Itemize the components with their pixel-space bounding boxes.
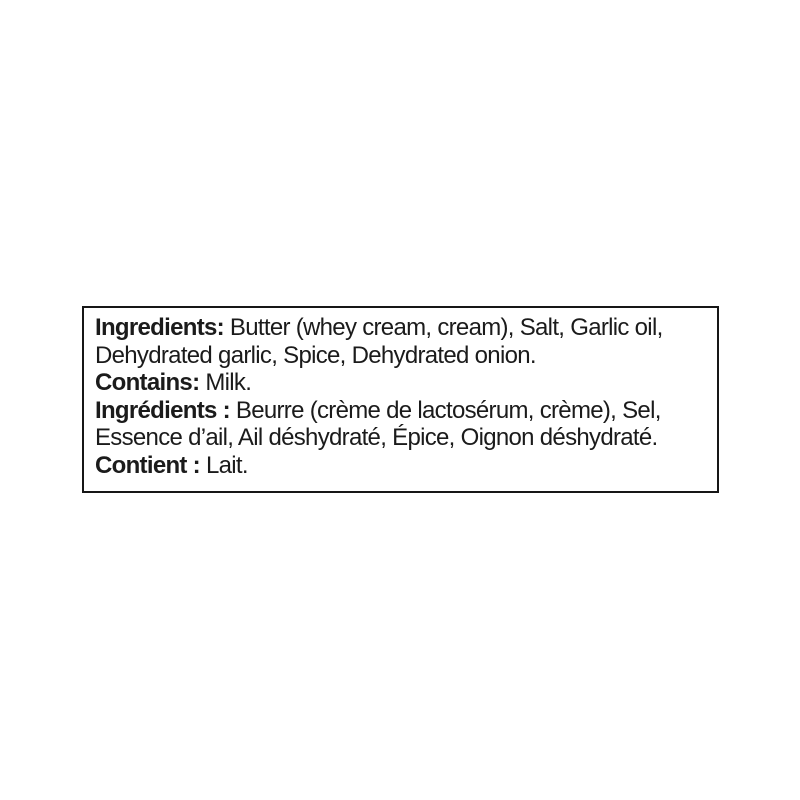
ingredients-en-line2-text: Dehydrated garlic, Spice, Dehydrated onion. <box>95 341 536 369</box>
ingredients-fr-line2 <box>95 424 706 452</box>
contains-en-line <box>95 369 706 397</box>
ingredients-fr-line1-text: Beurre (crème de lactosérum, crème), Sel, <box>229 396 661 424</box>
contains-en-heading: Contains: <box>95 369 200 397</box>
ingredients-fr-line1 <box>95 397 706 425</box>
ingredients-en-line2 <box>95 342 706 370</box>
contains-fr-text: Lait. <box>199 451 248 479</box>
ingredients-fr-heading: Ingrédients : <box>95 396 230 424</box>
ingredients-label-box <box>82 306 719 493</box>
contains-fr-heading: Contient : <box>95 451 200 479</box>
ingredients-en-line1-text: Butter (whey cream, cream), Salt, Garlic oil, <box>223 314 663 341</box>
contains-fr-line <box>95 452 706 480</box>
contains-en-text: Milk. <box>199 369 252 397</box>
ingredients-en-line1 <box>95 314 706 342</box>
ingredients-en-heading: Ingredients: <box>95 314 224 341</box>
ingredients-fr-line2-text: Essence d’ail, Ail déshydraté, Épice, Oignon déshydraté. <box>95 424 658 452</box>
